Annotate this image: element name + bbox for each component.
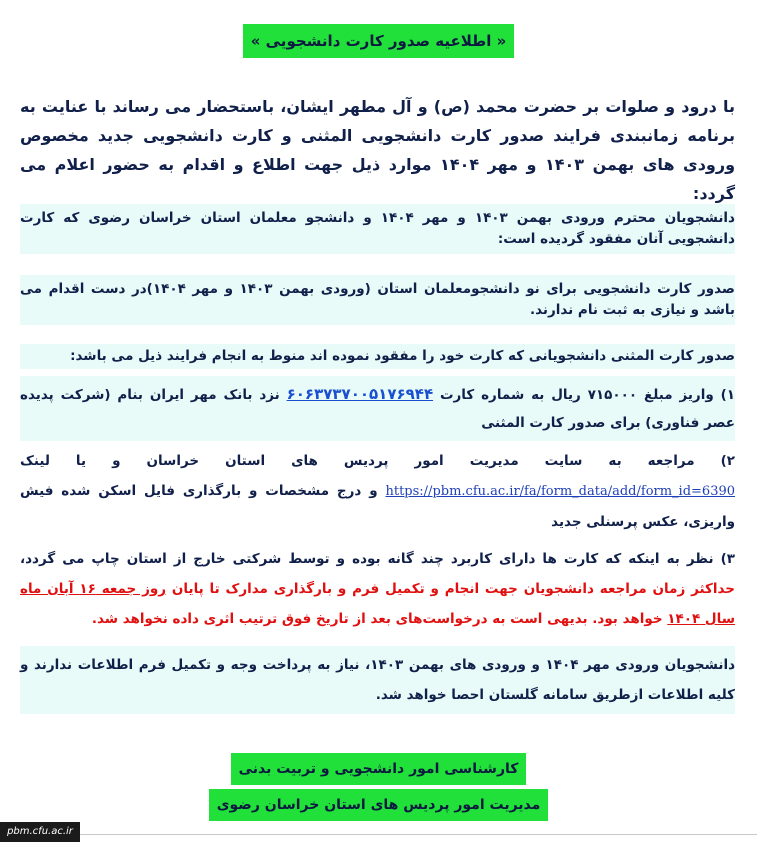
paragraph-new-student-teachers: صدور کارت دانشجویی برای نو دانشجومعلمان استان (ورودی بهمن ۱۴۰۳ و مهر ۱۴۰۴)در دست اقدام می باشد و نیازی به ثبت نام ندارند. <box>20 275 735 325</box>
announcement-title: « اطلاعیه صدور کارت دانشجویی » <box>243 24 515 58</box>
step-3-part1: ۳) نظر به اینکه که کارت ها دارای کاربرد چند گانه بوده و توسط شرکتی خارج از استان چاپ می گردد، <box>20 551 735 567</box>
step-2-suffix: و درج مشخصات و بارگذاری فایل اسکن شده فیش واریزی، عکس پرسنلی جدید <box>20 483 735 530</box>
step-2-website <box>20 446 735 537</box>
form-link[interactable]: https://pbm.cfu.ac.ir/fa/form_data/add/form_id=6390 <box>385 484 736 499</box>
footer-office: کارشناسی امور دانشجویی و تربیت بدنی <box>231 753 527 785</box>
site-logo: pbm.cfu.ac.ir <box>0 822 80 842</box>
footer-management: مدیریت امور پردیس های استان خراسان رضوی <box>209 789 549 821</box>
step-3-deadline <box>20 544 735 634</box>
bottom-divider <box>80 834 757 835</box>
step-3-part2: حداکثر زمان مراجعه دانشجویان جهت انجام و تکمیل فرم و بارگذاری مدارک تا پایان <box>171 581 735 597</box>
title-wrapper <box>0 24 757 58</box>
step-1-suffix: نزد بانک مهر ایران بنام (شرکت پدیده عصر فناوری) برای صدور کارت المثنی <box>20 387 735 431</box>
deadline-date: روز جمعه ۱۶ آبان ماه سال ۱۴۰۴ <box>20 581 735 627</box>
card-number: ۶۰۶۳۷۳۷۰۰۵۱۷۶۹۴۴ <box>286 385 434 403</box>
step-2-prefix: ۲) مراجعه به سایت مدیریت امور پردیس های استان خراسان و یا لینک <box>20 453 735 469</box>
step-1-payment <box>20 376 735 441</box>
paragraph-duplicate-card-process: صدور کارت المثنی دانشجویانی که کارت خود را مفقود نموده اند منوط به انجام فرایند ذیل می باشد: <box>20 344 735 369</box>
step-1-prefix: ۱) واریز مبلغ ۷۱۵۰۰۰ ریال به شماره کارت <box>439 387 736 403</box>
footer-signature <box>0 753 757 821</box>
paragraph-no-payment-needed: دانشجویان ورودی مهر ۱۴۰۴ و ورودی های بهمن ۱۴۰۳، نیاز به پرداخت وجه و تکمیل فرم اطلاعات ندارند و کلیه اطلاعات ازطریق سامانه گلستان احصا خواهد شد. <box>20 646 735 714</box>
intro-paragraph: با درود و صلوات بر حضرت محمد (ص) و آل مطهر ایشان، باستحضار می رساند با عنایت به برنامه زمانبندی فرایند صدور کارت دانشجویی المثنی و کارت دانشجویی جدید مخصوص ورودی های بهمن ۱۴۰۳ و مهر ۱۴۰۴ موارد ذیل جهت اطلاع و اقدام به حضور اعلام می گردد: <box>20 97 736 203</box>
step-3-part4: خواهد بود. بدیهی است به درخواست‌های بعد از تاریخ فوق ترتیب اثری داده نخواهد شد. <box>91 611 663 627</box>
paragraph-lost-card-students: دانشجویان محترم ورودی بهمن ۱۴۰۳ و مهر ۱۴۰۴ و دانشجو معلمان استان خراسان رضوی که کارت دانشجویی آنان مفقود گردیده است: <box>20 204 735 254</box>
